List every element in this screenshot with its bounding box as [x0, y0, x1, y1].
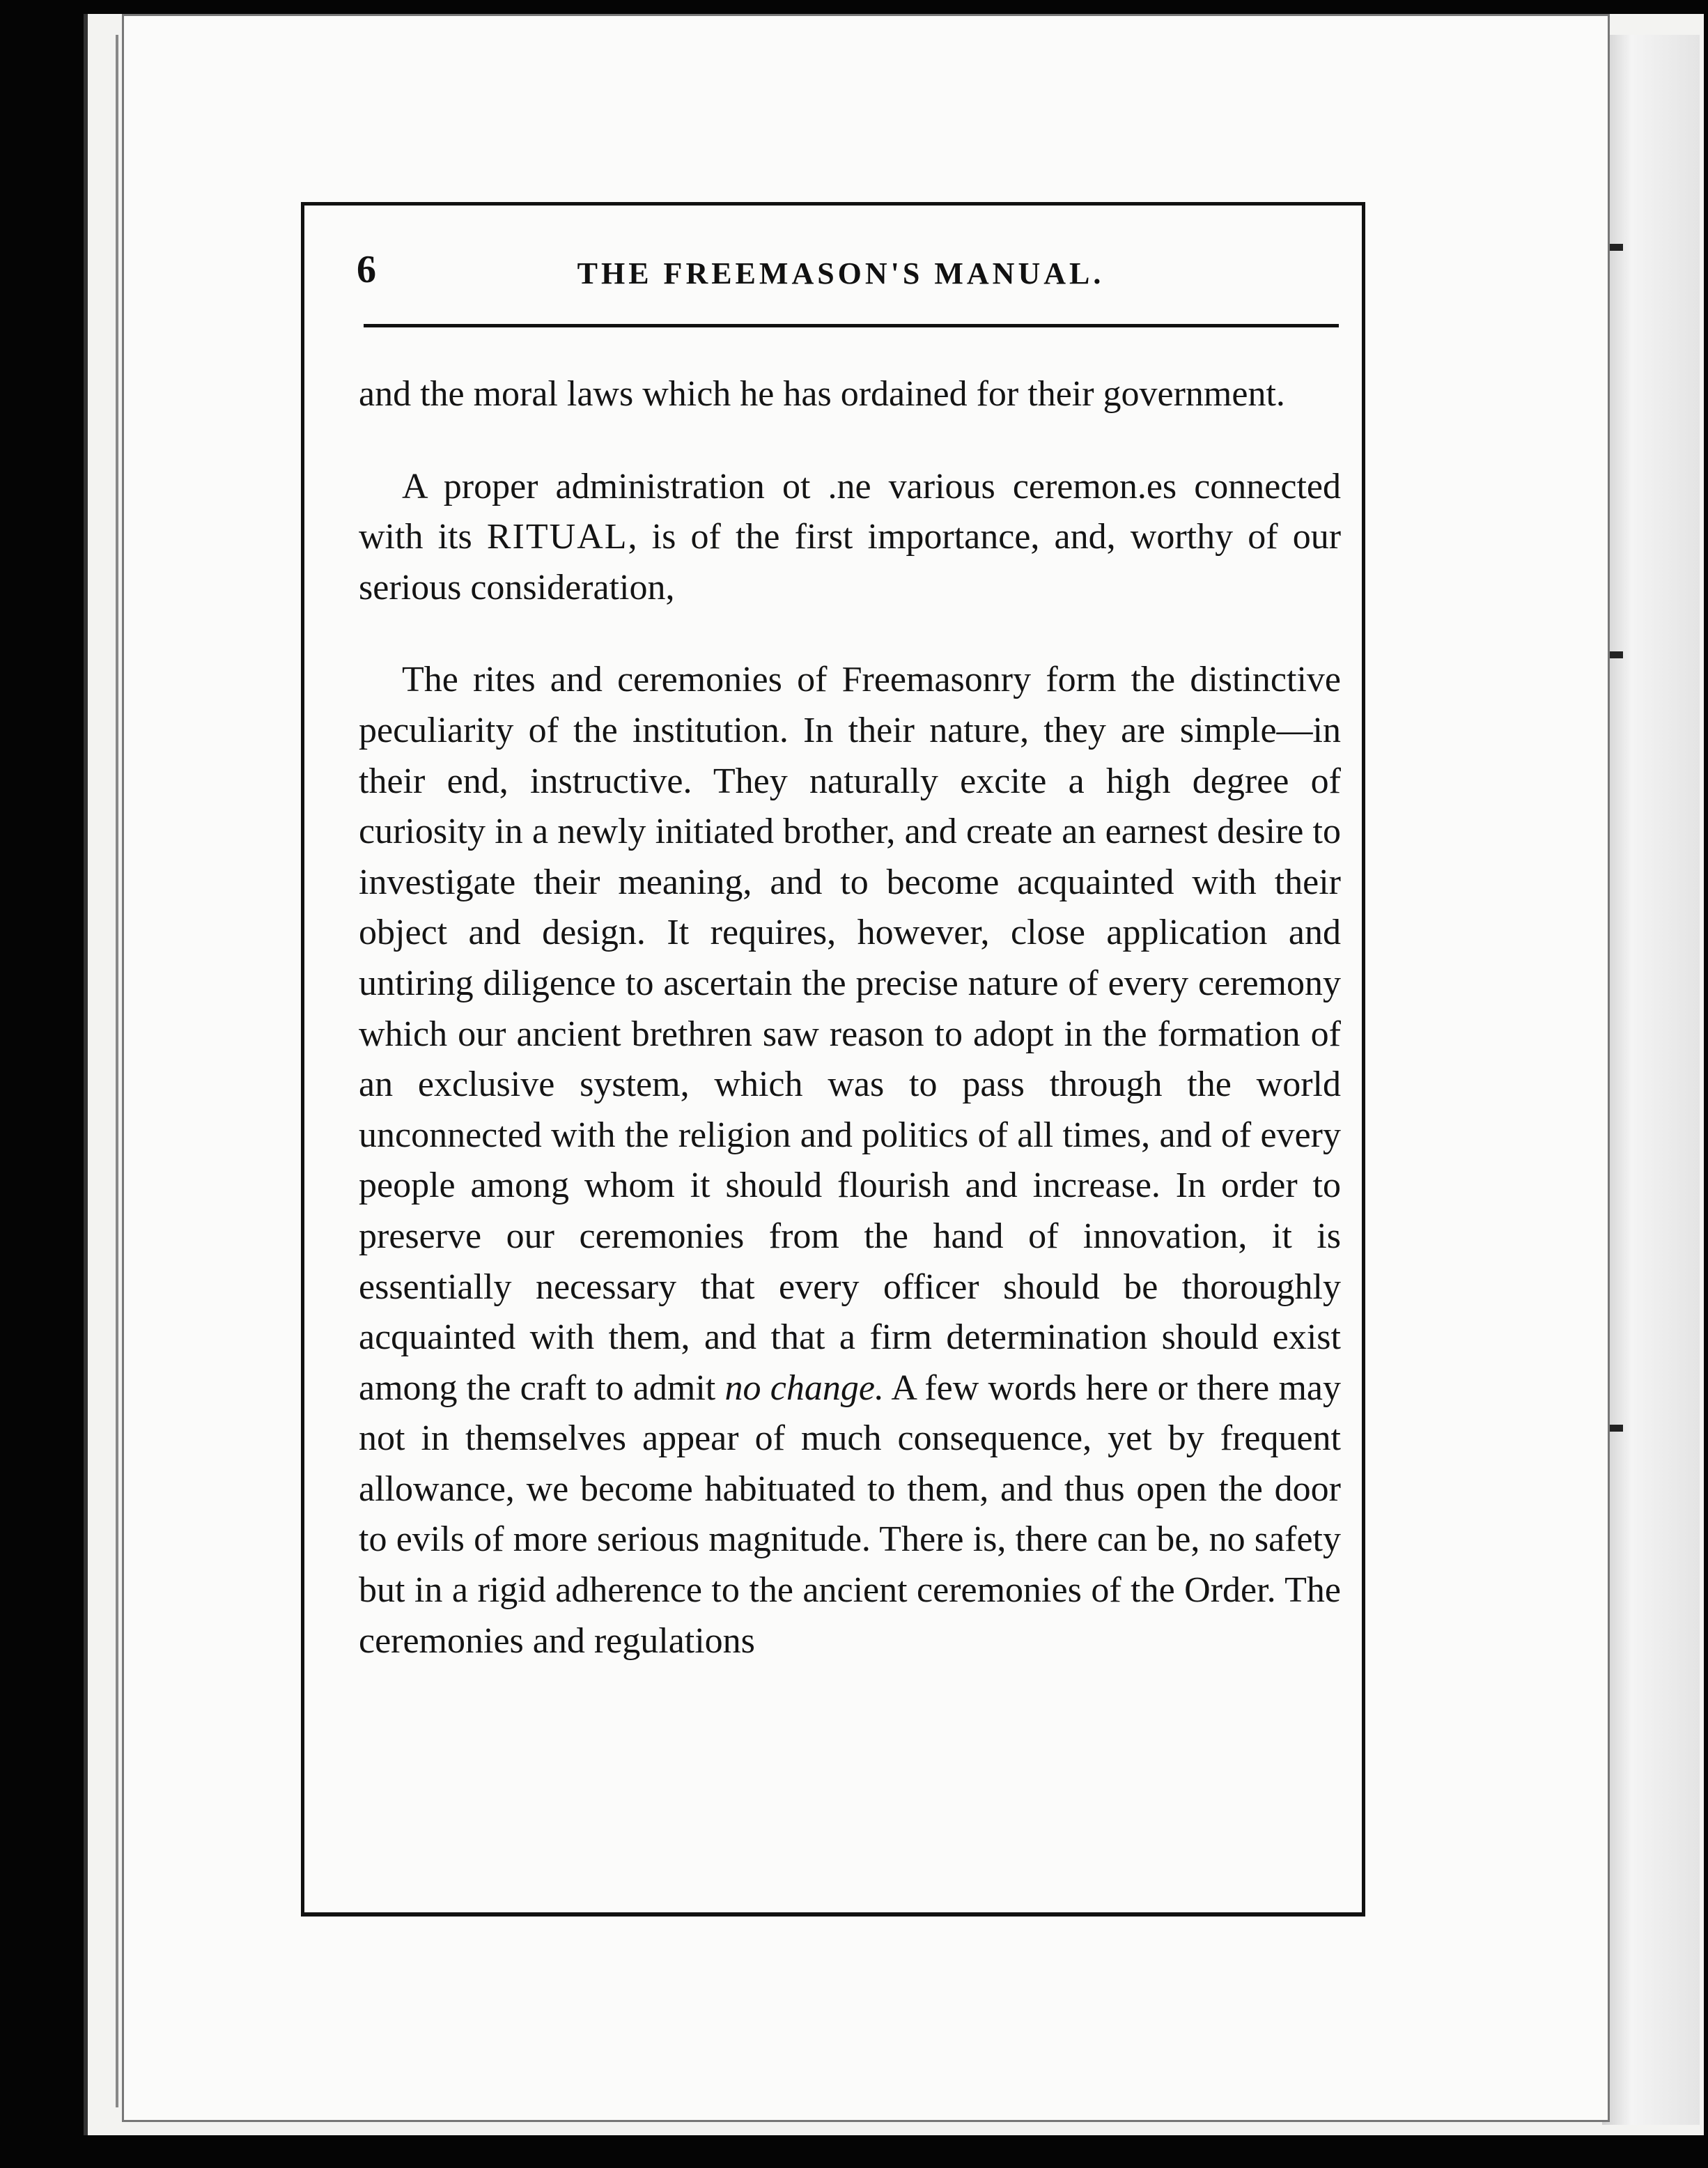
paragraph-3-text-end: A few words here or there may not in themselves appear of much consequence, yet by frequent allowance, we become habituated to them, and thus open the door to evils of more serious magnitude. There is, there can be, no safety but in a rigid adherence to the ancient ceremonies of the Order. The ceremonies and regulations [359, 1368, 1341, 1661]
text-frame [301, 202, 1365, 1917]
paragraph-3 [359, 655, 1341, 1666]
paragraph-3-text: The rites and ceremonies of Freemasonry form the distinctive peculiarity of the institution. In their nature, they are simple—in their end, instructive. They naturally excite a high degree of curiosity in a newly initiated brother, and create an earnest desire to investigate their meaning, and to become acquainted with their object and design. It requires, however, close application and untiring diligence to ascertain the precise nature of every ceremony which our ancient brethren saw reason to adopt in the formation of an exclusive system, which was to pass through the world unconnected with the religion and politics of all times, and of every people among whom it should flourish and increase. In order to preserve our ceremonies from the hand of innovation, it is essentially necessary that every officer should be thoroughly acquainted with them, and that a firm determination should exist among the craft to admit [359, 660, 1341, 1408]
running-title: THE FREEMASON'S MANUAL. [577, 256, 1105, 291]
header-rule [364, 324, 1339, 327]
page-number: 6 [357, 248, 376, 291]
ritual-small-caps: RITUAL [486, 517, 628, 557]
body-text [359, 369, 1341, 1666]
paragraph-2 [359, 462, 1341, 614]
paragraph-1: and the moral laws which he has ordained for their government. [359, 374, 1285, 414]
paragraph-2-text: A proper administration ot .ne various ceremon.es connected with its [359, 466, 1341, 557]
page-edge [116, 35, 118, 2107]
emphasis-no-change: no change. [724, 1368, 884, 1408]
paragraph-2-text-end: , is of the first importance, and, worthy of our serious consideration, [359, 517, 1342, 607]
gutter-shadow [1602, 35, 1700, 2125]
page-header [357, 247, 1325, 310]
